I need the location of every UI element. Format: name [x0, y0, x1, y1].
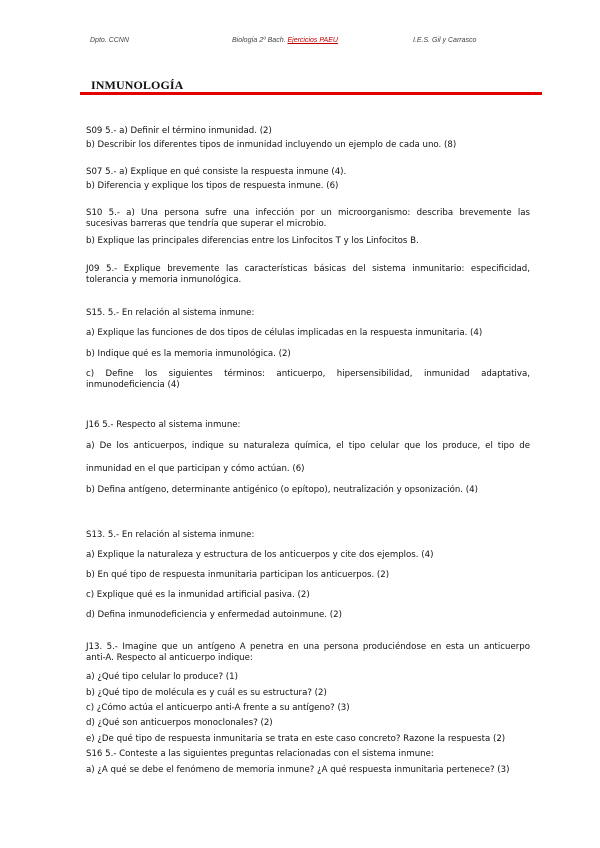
question-s13-a: a) Explique la naturaleza y estructura de los anticuerpos y cite dos ejemplos. (4)	[86, 550, 434, 560]
question-s07-a: S07 5.- a) Explique en qué consiste la respuesta inmune (4).	[86, 167, 347, 177]
question-j13-d: d) ¿Qué son anticuerpos monoclonales? (2)	[86, 718, 273, 728]
question-s10-b: b) Explique las principales diferencias entre los Linfocitos T y los Linfocitos B.	[86, 236, 419, 246]
question-j13-c: c) ¿Cómo actúa el anticuerpo anti-A frente a su antígeno? (3)	[86, 703, 350, 713]
question-j13-a: a) ¿Qué tipo celular lo produce? (1)	[86, 672, 238, 682]
header-department: Dpto. CCNN	[90, 37, 129, 44]
question-s13-c: c) Explique qué es la inmunidad artificial pasiva. (2)	[86, 590, 310, 600]
question-s10-a-line2: sucesivas barreras que tendría que superar el microbio.	[86, 219, 327, 229]
question-j13-heading-line2: anti-A. Respecto al anticuerpo indique:	[86, 653, 253, 663]
header-school: I.E.S. Gil y Carrasco	[413, 37, 477, 44]
question-s13-d: d) Defina inmunodeficiencia y enfermedad autoinmune. (2)	[86, 610, 342, 620]
question-s09-b: b) Describir los diferentes tipos de inmunidad incluyendo un ejemplo de cada uno. (8)	[86, 140, 457, 150]
question-s16-heading: S16 5.- Conteste a las siguientes preguntas relacionadas con el sistema inmune:	[86, 749, 434, 759]
question-s15-a: a) Explique las funciones de dos tipos de células implicadas en la respuesta inmunitaria. (4)	[86, 328, 483, 338]
header-course-text: Biología 2º Bach.	[232, 37, 288, 44]
question-s15-b: b) Indique qué es la memoria inmunológica. (2)	[86, 349, 291, 359]
page-title: INMUNOLOGÍA	[91, 78, 184, 92]
question-s15-c-line1: c) Define los siguientes términos: anticuerpo, hipersensibilidad, inmunidad adaptativa,	[86, 369, 530, 379]
title-divider	[80, 92, 542, 95]
question-j16-heading: J16 5.- Respecto al sistema inmune:	[86, 420, 241, 430]
question-j09	[86, 264, 530, 286]
question-j13-heading-line1: J13. 5.- Imagine que un antígeno A penetra en una persona produciéndose en esta un anticuerpo	[86, 642, 530, 652]
question-j09-line1: J09 5.- Explique brevemente las características básicas del sistema inmunitario: especificidad,	[86, 264, 530, 274]
question-j16-a-line1: a) De los anticuerpos, indique su naturaleza química, el tipo celular que los produce, el tipo de	[86, 441, 530, 451]
question-s10-a-line1: S10 5.- a) Una persona sufre una infección por un microorganismo: describa brevemente las	[86, 208, 530, 218]
question-j16-a-line2: inmunidad en el que participan y cómo actúan. (6)	[86, 464, 305, 474]
question-s15-c	[86, 369, 530, 391]
question-s15-c-line2: inmunodeficiencia (4)	[86, 380, 180, 390]
question-s15-heading: S15. 5.- En relación al sistema inmune:	[86, 308, 255, 318]
question-j13-b: b) ¿Qué tipo de molécula es y cuál es su estructura? (2)	[86, 688, 327, 698]
question-s09-a: S09 5.- a) Definir el término inmunidad. (2)	[86, 126, 272, 136]
question-j13-e: e) ¿De qué tipo de respuesta inmunitaria se trata en este caso concreto? Razone la respuesta (2)	[86, 734, 506, 744]
header-course	[232, 37, 338, 44]
question-s07-b: b) Diferencia y explique los tipos de respuesta inmune. (6)	[86, 181, 339, 191]
question-s16-a: a) ¿A qué se debe el fenómeno de memoria inmune? ¿A qué respuesta inmunitaria pertenece? (3)	[86, 765, 510, 775]
question-s13-heading: S13. 5.- En relación al sistema inmune:	[86, 530, 255, 540]
question-j13-heading	[86, 642, 530, 664]
header-exercises-link[interactable]: Ejercicios PAEU	[287, 37, 338, 44]
question-s13-b: b) En qué tipo de respuesta inmunitaria participan los anticuerpos. (2)	[86, 570, 390, 580]
question-s10-a	[86, 208, 530, 230]
question-j09-line2: tolerancia y memoria inmunológica.	[86, 275, 242, 285]
question-j16-b: b) Defina antígeno, determinante antigénico (o epítopo), neutralización y opsonización. (4)	[86, 485, 478, 495]
